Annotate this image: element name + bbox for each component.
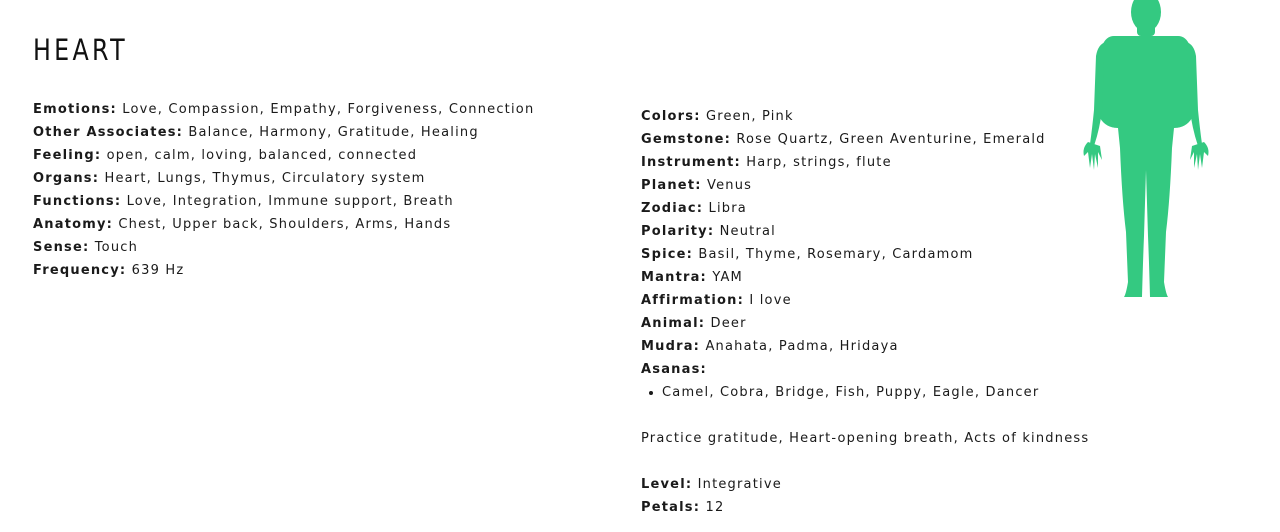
attribute-value: Love, Compassion, Empathy, Forgiveness, Connection [122,102,535,117]
attribute-sense [33,236,593,259]
attributes-right-column [641,105,1121,519]
attribute-label: Emotions: [33,102,117,117]
attribute-label: Other Associates: [33,125,184,140]
attribute-label: Spice: [641,247,694,262]
attribute-value: Basil, Thyme, Rosemary, Cardamom [698,247,974,262]
attribute-polarity [641,220,1121,243]
attribute-value: Anahata, Padma, Hridaya [705,339,899,354]
attribute-label: Functions: [33,194,122,209]
asanas-list-item [641,381,1121,404]
attribute-gemstone [641,128,1121,151]
attribute-label: Anatomy: [33,217,114,232]
attribute-value: Deer [710,316,747,331]
attribute-asanas [641,358,1121,381]
attribute-label: Affirmation: [641,293,745,308]
attribute-label: Planet: [641,178,702,193]
attribute-affirmation [641,289,1121,312]
attribute-label: Colors: [641,109,701,124]
attribute-label: Mudra: [641,339,701,354]
attribute-value: Love, Integration, Immune support, Breath [126,194,454,209]
attribute-planet [641,174,1121,197]
asanas-label: Asanas: [641,362,707,377]
attribute-value: 12 [705,500,725,515]
attribute-mantra [641,266,1121,289]
attribute-colors [641,105,1121,128]
attribute-label: Animal: [641,316,706,331]
practice-text: Practice gratitude, Heart-opening breath, Acts of kindness [641,431,1090,446]
human-body-silhouette-icon [1080,0,1212,300]
attribute-value: Touch [94,240,139,255]
section-gap [641,450,1121,473]
attribute-label: Sense: [33,240,90,255]
attribute-petals [641,496,1121,519]
attributes-left-column [33,98,593,282]
attribute-animal [641,312,1121,335]
section-gap [641,404,1121,427]
attribute-level [641,473,1121,496]
attribute-value: Heart, Lungs, Thymus, Circulatory system [104,171,426,186]
attribute-value: 639 Hz [131,263,185,278]
attribute-organs [33,167,593,190]
attribute-value: Green, Pink [705,109,794,124]
attribute-value: Chest, Upper back, Shoulders, Arms, Hands [118,217,452,232]
attribute-anatomy [33,213,593,236]
attribute-value: open, calm, loving, balanced, connected [106,148,418,163]
attribute-value: Libra [708,201,747,216]
attribute-value: Integrative [697,477,782,492]
attribute-mudra [641,335,1121,358]
attribute-label: Frequency: [33,263,127,278]
page-title: HEART [33,33,128,67]
attribute-label: Level: [641,477,693,492]
attribute-spice [641,243,1121,266]
attribute-frequency [33,259,593,282]
bullet-icon [649,391,653,395]
attribute-label: Petals: [641,500,701,515]
attribute-label: Zodiac: [641,201,704,216]
attribute-value: I love [749,293,792,308]
attribute-functions [33,190,593,213]
attribute-label: Mantra: [641,270,707,285]
attribute-feeling [33,144,593,167]
attribute-value: Balance, Harmony, Gratitude, Healing [188,125,479,140]
attribute-instrument [641,151,1121,174]
attribute-zodiac [641,197,1121,220]
attribute-label: Feeling: [33,148,102,163]
attribute-value: Rose Quartz, Green Aventurine, Emerald [736,132,1046,147]
attribute-other-associates [33,121,593,144]
attribute-label: Instrument: [641,155,741,170]
attribute-label: Organs: [33,171,100,186]
attribute-label: Polarity: [641,224,715,239]
asanas-item-text: Camel, Cobra, Bridge, Fish, Puppy, Eagle, Dancer [662,385,1040,400]
attribute-value: Harp, strings, flute [746,155,892,170]
attribute-emotions [33,98,593,121]
attribute-value: YAM [712,270,743,285]
attribute-value: Neutral [719,224,776,239]
attribute-label: Gemstone: [641,132,731,147]
attribute-value: Venus [707,178,753,193]
